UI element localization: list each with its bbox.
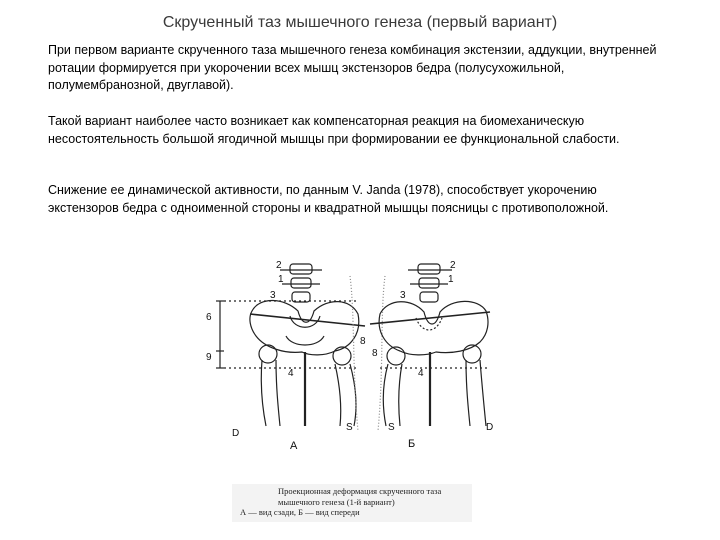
view-label-a: А [290,440,298,452]
caption-line-1: Проекционная деформация скрученного таза [278,486,442,496]
label-3-right: 3 [400,290,406,301]
label-1-right: 1 [448,274,454,285]
caption-line-2: мышечного генеза (1-й вариант) [278,496,395,507]
label-2-right: 2 [450,260,456,271]
pelvis-drawing [190,256,520,456]
paragraph-3: Снижение ее динамической активности, по данным V. Janda (1978), способствует укорочению экстензоров бедра с одноименной стороны и квадратной мышцы поясницы с противоположной. [48,183,609,215]
pelvis-illustration [190,256,520,456]
label-1: 1 [278,274,284,285]
label-s-right: S [388,422,395,433]
label-4-right: 4 [418,368,424,379]
slide-title: Скрученный таз мышечного генеза (первый вариант) [162,14,558,31]
label-9: 9 [206,352,212,363]
spine-left [280,264,322,302]
label-4: 4 [288,368,294,379]
label-s-left: S [346,422,353,433]
spine-right [408,264,452,302]
figure-caption [240,486,472,518]
label-d-right: D [486,422,494,433]
label-8: 8 [360,336,366,347]
label-d-left: D [232,428,240,439]
paragraph-1: При первом варианте скрученного таза мышечного генеза комбинация экстензии, аддукции, внутренней ротации формируется при укорочении всех мышц экстензоров бедра (полусухожильной, полумембранозной, двуглавой). [48,43,657,92]
label-6: 6 [206,312,212,323]
caption-line-3: А — вид сзади, Б — вид спереди [240,507,360,517]
paragraph-2: Такой вариант наиболее часто возникает как компенсаторная реакция на биомеханическую несостоятельность большой ягодичной мышцы при формировании ее функциональной слабости. [48,114,620,146]
label-3: 3 [270,290,276,301]
label-2: 2 [276,260,282,271]
view-label-b: Б [408,438,416,450]
label-8-right: 8 [372,348,378,359]
